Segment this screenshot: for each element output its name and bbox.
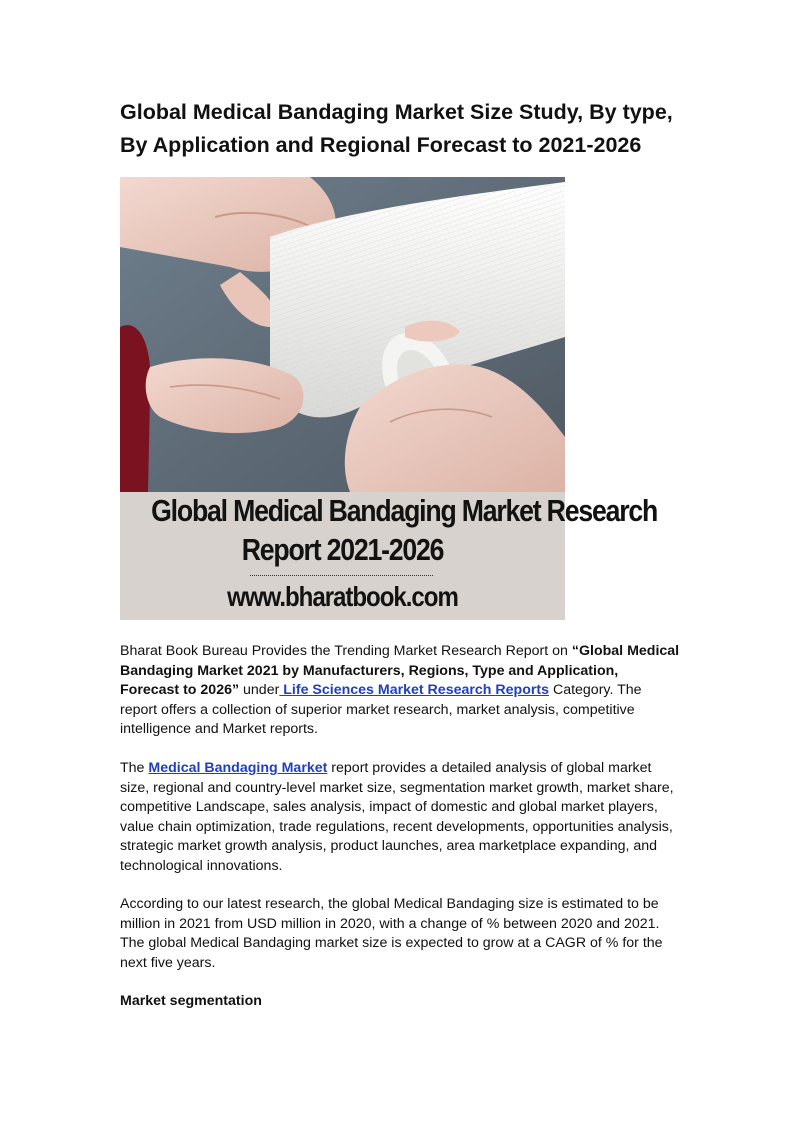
under-text: under [239, 682, 280, 698]
report-cover-image [120, 177, 658, 620]
bandage-photo [120, 177, 565, 492]
banner-dotted-divider [250, 575, 433, 576]
page-title-line-2: By Application and Regional Forecast to 2021-2026 [120, 133, 642, 157]
banner-title-line-2: Report 2021-2026 [241, 532, 444, 567]
market-overview-paragraph [120, 759, 680, 876]
life-sciences-reports-link[interactable]: Life Sciences Market Research Reports [279, 682, 549, 698]
banner-website-url: www.bharatbook.com [227, 581, 458, 612]
intro-text: Bharat Book Bureau Provides the Trending Market Research Report on [120, 643, 572, 659]
cover-banner [120, 492, 658, 620]
page-title [120, 96, 700, 162]
overview-rest-text: report provides a detailed analysis of global market size, regional and country-level market size, segmentation market growth, market share, competitive Landscape, sales analysis, impact of domestic and global market players, value chain optimization, trade regulations, recent developments, opportunities analysis, strategic market growth analysis, product launches, area marketplace expanding, and technological innovations. [120, 760, 674, 874]
page-title-line-1: Global Medical Bandaging Market Size Study, By type, [120, 100, 673, 124]
banner-title-line-1: Global Medical Bandaging Market Research [151, 493, 658, 528]
market-segmentation-heading: Market segmentation [120, 993, 262, 1009]
intro-paragraph [120, 642, 680, 740]
overview-prefix: The [120, 760, 149, 776]
medical-bandaging-market-link[interactable]: Medical Bandaging Market [148, 760, 328, 776]
report-title-text: “Global Medical Bandaging Market 2021 by Manufacturers, Regions, Type and Application, Forecast to 2026” [120, 643, 680, 698]
intro-rest-text: Category. The report offers a collection of superior market research, market analysis, competitive intelligence and Market reports. [120, 682, 642, 737]
research-summary-paragraph: According to our latest research, the global Medical Bandaging size is estimated to be million in 2021 from USD million in 2020, with a change of % between 2020 and 2021. The global Medical Bandaging market size is expected to grow at a CAGR of % for the next five years. [120, 896, 663, 971]
